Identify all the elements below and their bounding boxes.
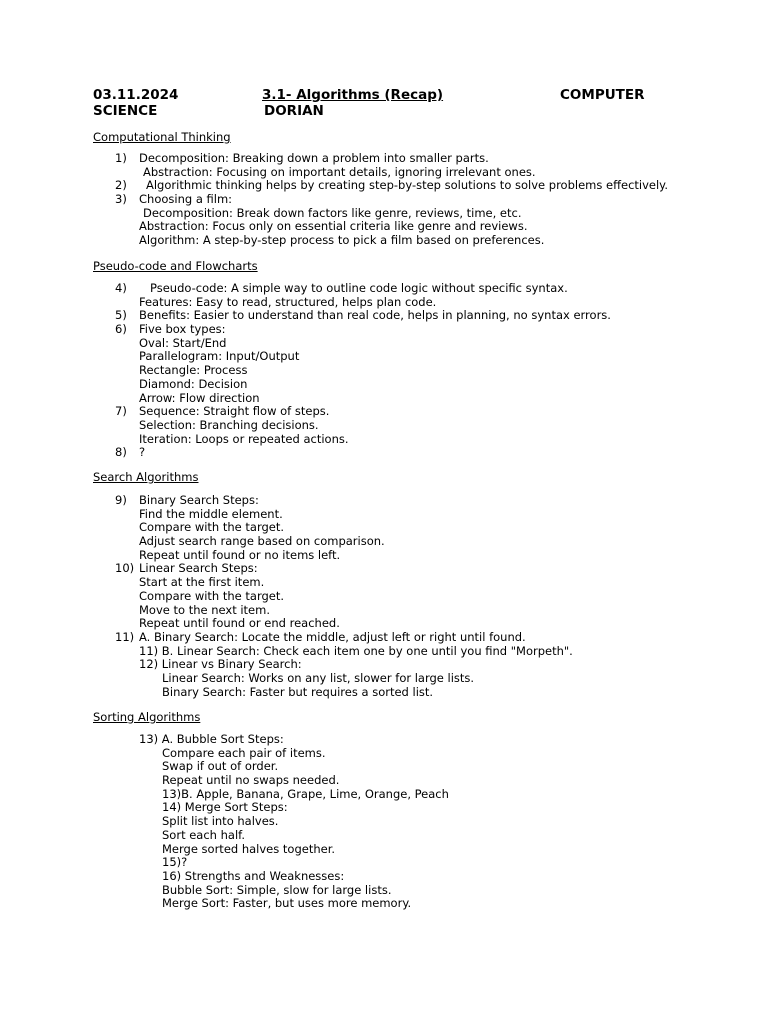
list-item: [0, 535, 768, 549]
list-item: [0, 152, 768, 166]
list-item-text: Merge sorted halves together.: [162, 841, 336, 856]
list-item-text: Adjust search range based on comparison.: [139, 534, 385, 549]
list-item: [0, 733, 768, 747]
list-item-text: Decomposition: Break down factors like genre, reviews, time, etc.: [143, 205, 522, 220]
list-item-text: Bubble Sort: Simple, slow for large lists.: [162, 882, 392, 897]
list-item: [0, 207, 768, 221]
list-item: [0, 433, 768, 447]
list-item: [0, 405, 768, 419]
list-item-text: Find the middle element.: [139, 506, 283, 521]
list-item-text: Compare with the target.: [139, 588, 285, 603]
list-item-number: 7): [115, 404, 127, 419]
list-item: [0, 309, 768, 323]
list-item-number: 4): [115, 281, 127, 295]
list-item-text: Merge Sort: Faster, but uses more memory.: [162, 896, 412, 911]
list-item-text: Iteration: Loops or repeated actions.: [139, 431, 349, 446]
list-item-number: 10): [115, 561, 135, 576]
list-item-text: Compare each pair of items.: [162, 745, 326, 760]
list-item-text: Benefits: Easier to understand than real code, helps in planning, no syntax errors.: [139, 308, 611, 323]
list-item-text: 13)B. Apple, Banana, Grape, Lime, Orange, Peach: [162, 786, 449, 801]
list-item: [0, 870, 768, 884]
list-item-text: Repeat until found or no items left.: [139, 547, 341, 562]
list-item-text: Parallelogram: Input/Output: [139, 349, 300, 364]
list-item-text: Arrow: Flow direction: [139, 390, 260, 405]
list-item: [0, 193, 768, 207]
list-item-text: 13) A. Bubble Sort Steps:: [139, 732, 284, 746]
list-item-number: 3): [115, 192, 127, 207]
list-item: [0, 337, 768, 351]
header-date: 03.11.2024: [93, 87, 179, 103]
list-item: [0, 364, 768, 378]
list-item-number: 5): [115, 308, 127, 323]
list-item: [0, 843, 768, 857]
list-item-number: 11): [115, 629, 135, 644]
list-item: [0, 897, 768, 911]
list-item-number: 6): [115, 322, 127, 337]
header-name: DORIAN: [264, 103, 324, 119]
list-item: [0, 884, 768, 898]
list-item-number: 2): [115, 178, 127, 193]
section-body-search-algorithms: [0, 494, 768, 699]
list-item: [0, 378, 768, 392]
section-heading-search-algorithms: Search Algorithms: [93, 470, 199, 484]
list-item-number: 8): [115, 445, 127, 460]
list-item-text: Swap if out of order.: [162, 759, 279, 774]
list-item: [0, 617, 768, 631]
list-item: [0, 747, 768, 761]
list-item: [0, 296, 768, 310]
list-item-text: ?: [139, 445, 146, 460]
list-item: [0, 576, 768, 590]
list-item: [0, 508, 768, 522]
list-item: [0, 521, 768, 535]
list-item: [0, 801, 768, 815]
list-item-text: Linear Search: Works on any list, slower for large lists.: [162, 670, 475, 685]
list-item: [0, 631, 768, 645]
list-item: [0, 494, 768, 508]
list-item-text: Algorithmic thinking helps by creating step-by-step solutions to solve problems effectively.: [146, 178, 668, 193]
list-item-text: Diamond: Decision: [139, 376, 248, 391]
list-item: [0, 220, 768, 234]
list-item: [0, 166, 768, 180]
header-subject-1: COMPUTER: [560, 87, 645, 103]
list-item: [0, 672, 768, 686]
section-body-sorting-algorithms: [0, 733, 768, 911]
list-item-text: Binary Search Steps:: [139, 493, 259, 507]
list-item-text: Algorithm: A step-by-step process to pick a film based on preferences.: [139, 233, 545, 248]
list-item: [0, 590, 768, 604]
list-item: [0, 788, 768, 802]
list-item-text: Linear Search Steps:: [139, 561, 258, 576]
list-item-text: Oval: Start/End: [139, 335, 227, 350]
list-item-text: 15)?: [162, 855, 188, 870]
list-item-text: Pseudo-code: A simple way to outline code logic without specific syntax.: [150, 281, 568, 295]
list-item: [0, 282, 768, 296]
list-item-text: Choosing a film:: [139, 192, 233, 207]
list-item: [0, 760, 768, 774]
list-item: [0, 815, 768, 829]
list-item: [0, 350, 768, 364]
list-item: [0, 604, 768, 618]
list-item-text: 16) Strengths and Weaknesses:: [162, 868, 345, 883]
header-title: 3.1- Algorithms (Recap): [262, 87, 444, 103]
list-item-number: 9): [115, 493, 127, 507]
list-item-text: 11) B. Linear Search: Check each item one by one until you find "Morpeth".: [139, 643, 573, 658]
list-item-text: Abstraction: Focusing on important details, ignoring irrelevant ones.: [143, 164, 536, 179]
list-item: [0, 645, 768, 659]
list-item-text: 12) Linear vs Binary Search:: [139, 657, 302, 672]
list-item-text: Split list into halves.: [162, 814, 279, 829]
list-item: [0, 549, 768, 563]
list-item-text: A. Binary Search: Locate the middle, adjust left or right until found.: [139, 629, 526, 644]
list-item-text: Repeat until found or end reached.: [139, 616, 340, 631]
list-item-text: Sort each half.: [162, 827, 246, 842]
section-heading-computational-thinking: Computational Thinking: [93, 130, 231, 144]
list-item-text: Rectangle: Process: [139, 363, 248, 378]
list-item-number: 1): [115, 151, 127, 165]
list-item: [0, 323, 768, 337]
list-item-text: Decomposition: Breaking down a problem into smaller parts.: [139, 151, 489, 165]
list-item: [0, 419, 768, 433]
list-item: [0, 562, 768, 576]
list-item-text: Move to the next item.: [139, 602, 270, 617]
list-item-text: Compare with the target.: [139, 520, 285, 535]
list-item: [0, 774, 768, 788]
list-item-text: Binary Search: Faster but requires a sorted list.: [162, 684, 434, 699]
list-item: [0, 234, 768, 248]
list-item-text: Five box types:: [139, 322, 226, 337]
list-item: [0, 856, 768, 870]
list-item: [0, 179, 768, 193]
section-body-pseudo-code: [0, 282, 768, 460]
list-item-text: Features: Easy to read, structured, helps plan code.: [139, 294, 437, 309]
list-item: [0, 658, 768, 672]
list-item: [0, 446, 768, 460]
list-item-text: Start at the first item.: [139, 575, 265, 590]
list-item: [0, 392, 768, 406]
header-subject-2: SCIENCE: [93, 103, 158, 119]
list-item-text: 14) Merge Sort Steps:: [162, 800, 288, 815]
section-heading-sorting-algorithms: Sorting Algorithms: [93, 710, 201, 724]
list-item: [0, 686, 768, 700]
list-item: [0, 829, 768, 843]
section-body-computational-thinking: [0, 152, 768, 248]
list-item-text: Selection: Branching decisions.: [139, 417, 319, 432]
list-item-text: Repeat until no swaps needed.: [162, 773, 340, 788]
list-item-text: Sequence: Straight flow of steps.: [139, 404, 330, 419]
section-heading-pseudo-code: Pseudo-code and Flowcharts: [93, 259, 258, 273]
list-item-text: Abstraction: Focus only on essential criteria like genre and reviews.: [139, 219, 528, 234]
